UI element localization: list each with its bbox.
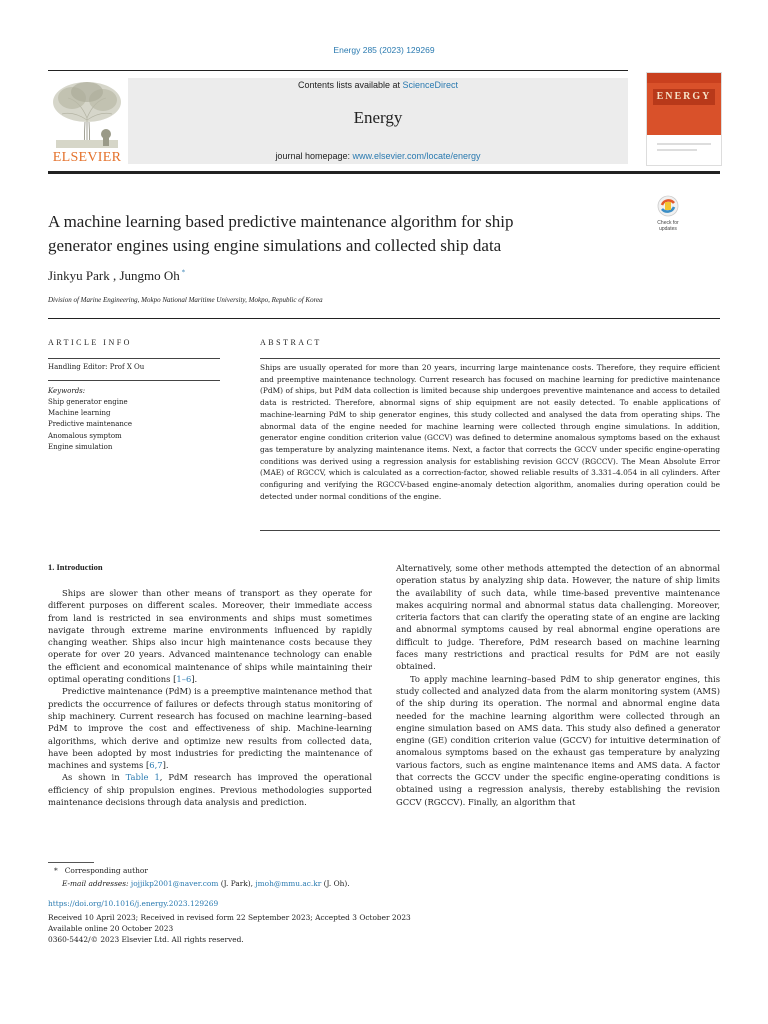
keyword-list: [48, 397, 132, 453]
keyword-item: Engine simulation: [48, 442, 113, 451]
abstract-rule-bottom: [260, 530, 720, 531]
available-online: Available online 20 October 2023: [48, 924, 174, 934]
contents-prefix: Contents lists available at: [297, 80, 403, 90]
email-link-oh[interactable]: jmoh@mmu.ac.kr: [255, 879, 322, 888]
introduction-heading: 1. Introduction: [48, 562, 103, 572]
keyword-item: Ship generator engine: [48, 398, 128, 406]
elsevier-wordmark: ELSEVIER: [52, 150, 122, 165]
email-addresses: E-mail addresses: jojjikp2001@naver.com (J. Park), jmoh@mmu.ac.kr (J. Oh).: [62, 879, 350, 888]
article-info-rule-top: [48, 358, 220, 359]
received-dates: Received 10 April 2023; Received in revised form 22 September 2023; Accepted 3 October 2023: [48, 913, 411, 922]
header-top-rule: [48, 70, 628, 71]
intro-paragraph-5: To apply machine learning–based PdM to ship generator engines, this study collected and analyzed data from the alarm monitoring system (AMS) of the ship during its operation. The normal and abnormal engine data needed for the machine learning algorithm were collected through an engine simulation based on AMS data. This study also defined a generator engine (GE) condition criterion value (GCCV) for intuitive determination of anomalous symptoms based on the exhaust gas temperature by analyzing various factors, such as engine maintenance items and AMS data. A factor that corrects the GCCV under the specific engine-operating conditions is obtained using a regression analysis, thereby establishing the revision GCCV (RGCCV). Finally, an algorithm that: [396, 673, 720, 807]
intro-paragraph-2: Predictive maintenance (PdM) is a preemptive maintenance method that predicts the occurrence of failures or defects through status monitoring of ship machinery. Current research has focused on machine learning–based PdM to improve the cost and effectiveness of ship. Machine-learning algorithms, which derive and optimize new results from collected data, have been adopted by most industries for predicting the maintenance of machines and systems [6,7].: [48, 686, 372, 771]
email-link-park[interactable]: jojjikp2001@naver.com: [130, 879, 219, 888]
intro-paragraph-3: As shown in Table 1, PdM research has improved the operational efficiency of ship propulsion engines. Previous methodologies supported maintenance decisions through data analysis and prediction.: [48, 772, 372, 808]
article-title-line-2: generator engines using engine simulations and collected ship data: [48, 236, 502, 255]
intro-paragraph-4: Alternatively, some other methods attempted the detection of an abnormal operation status by analyzing ship data. However, the nature of ship limits the availability of such data, while time-based preventive maintenance makes acquiring normal and abnormal status data challenging. Moreover, criteria factors that can clarify the operating state of an engine are lacking and abnormal symptoms caused by real abnormal engine operations are difficult to judge. Therefore, PdM research based on machine learning faces many restrictions and practical results for PdM are not easily obtained.: [396, 563, 720, 672]
citation-link[interactable]: 6,7: [149, 760, 163, 771]
keyword-item: Anomalous symptom: [48, 431, 122, 440]
cover-title: ENERGY: [656, 91, 712, 102]
corresponding-author-note: * Corresponding author: [54, 866, 148, 875]
author-oh[interactable]: Jungmo Oh: [119, 268, 180, 283]
article-info-rule-mid: [48, 380, 220, 381]
corresponding-author-marker[interactable]: *: [179, 268, 186, 277]
homepage-prefix: journal homepage:: [275, 151, 353, 161]
check-updates-label-1: Check for: [657, 220, 679, 226]
doi-link[interactable]: https://doi.org/10.1016/j.energy.2023.129269: [48, 899, 219, 908]
contents-line: [128, 80, 628, 90]
author-affiliation: Division of Marine Engineering, Mokpo National Maritime University, Mokpo, Republic of Korea: [48, 296, 323, 304]
check-updates-label-2: updates: [659, 225, 677, 232]
handling-editor: Handling Editor: Prof X Ou: [48, 363, 145, 371]
journal-homepage-link[interactable]: www.elsevier.com/locate/energy: [352, 151, 481, 161]
abstract-rule-top: [260, 358, 720, 359]
author-list: [48, 268, 185, 284]
affiliation-rule: [48, 318, 720, 319]
journal-cover-image[interactable]: [646, 72, 722, 166]
author-separator: ,: [109, 268, 120, 283]
abstract-heading: ABSTRACT: [260, 338, 322, 347]
body-column-right: [396, 562, 720, 808]
intro-paragraph-1: Ships are slower than other means of transport as they operate for different purposes on different scales. Moreover, their immediate access from land is restricted in sea environments and ships must sometimes navigate through extreme marine environments influenced by rapidly changing weather. Ships also incur high maintenance costs because they operate for over 20 years. Advanced maintenance technology can enable the efficient and economical maintenance of ships while maintaining their optimal operating conditions [1–6].: [48, 588, 372, 685]
email-label: E-mail addresses:: [62, 879, 129, 888]
footnote-marker: *: [54, 866, 58, 875]
keywords-heading: Keywords:: [48, 387, 86, 395]
author-park[interactable]: Jinkyu Park: [48, 268, 110, 283]
journal-homepage-line: [128, 151, 628, 161]
sciencedirect-link[interactable]: ScienceDirect: [402, 80, 459, 90]
copyright-line: 0360-5442/© 2023 Elsevier Ltd. All rights reserved.: [48, 935, 244, 945]
journal-reference[interactable]: Energy 285 (2023) 129269: [333, 45, 435, 55]
citation-link[interactable]: 1–6: [176, 674, 192, 685]
table-1-link[interactable]: Table 1: [125, 772, 160, 783]
check-for-updates-badge[interactable]: [648, 195, 688, 231]
article-title: [48, 210, 628, 258]
body-column-left: [48, 587, 372, 808]
publication-dates: [48, 912, 411, 946]
keyword-item: Machine learning: [48, 409, 111, 418]
journal-name: Energy: [353, 108, 403, 127]
abstract-text: Ships are usually operated for more than 20 years, incurring large maintenance costs. Therefore, they require efficient and preemptive maintenance technology. Current research has focused on machine learning for predictive maintenance (PdM) of ships, but PdM data collection is limited because ship undergoes preventive maintenance and access to detailed data is restricted. Therefore, abnormal signs of ship equipment are not easily detected. To enable applications of machine-learning PdM to ship generator engines, this study collected and analysed the data from operating ships. The abnormal data of the engine needed for machine learning were collected through engine simulations. In addition, generator engine condition criterion value (GCCV) was defined to determine anomalous symptoms based on the exhaust gas temperature by analyzing maintenance items. Next, a factor that corrects the GCCV under specific engine-operating conditions was derived using a regression analysis for establishing revision GCCV (RGCCV). The Mean Absolute Error (MAE) of RGCCV, which is calculated as a correction-factor, showed reliable results of 3.331–4.054 in all cylinders. After configuring and verifying the RGCCV-based engine-anomaly detection algorithm, anomalies during operation could be detected under normal conditions of the engine.: [260, 363, 720, 501]
keyword-item: Predictive maintenance: [48, 420, 132, 429]
article-info-heading: ARTICLE INFO: [48, 338, 132, 347]
article-title-line-1: A machine learning based predictive maintenance algorithm for ship: [48, 212, 514, 231]
footnote-rule: [48, 862, 94, 863]
header-bottom-rule: [48, 171, 720, 174]
